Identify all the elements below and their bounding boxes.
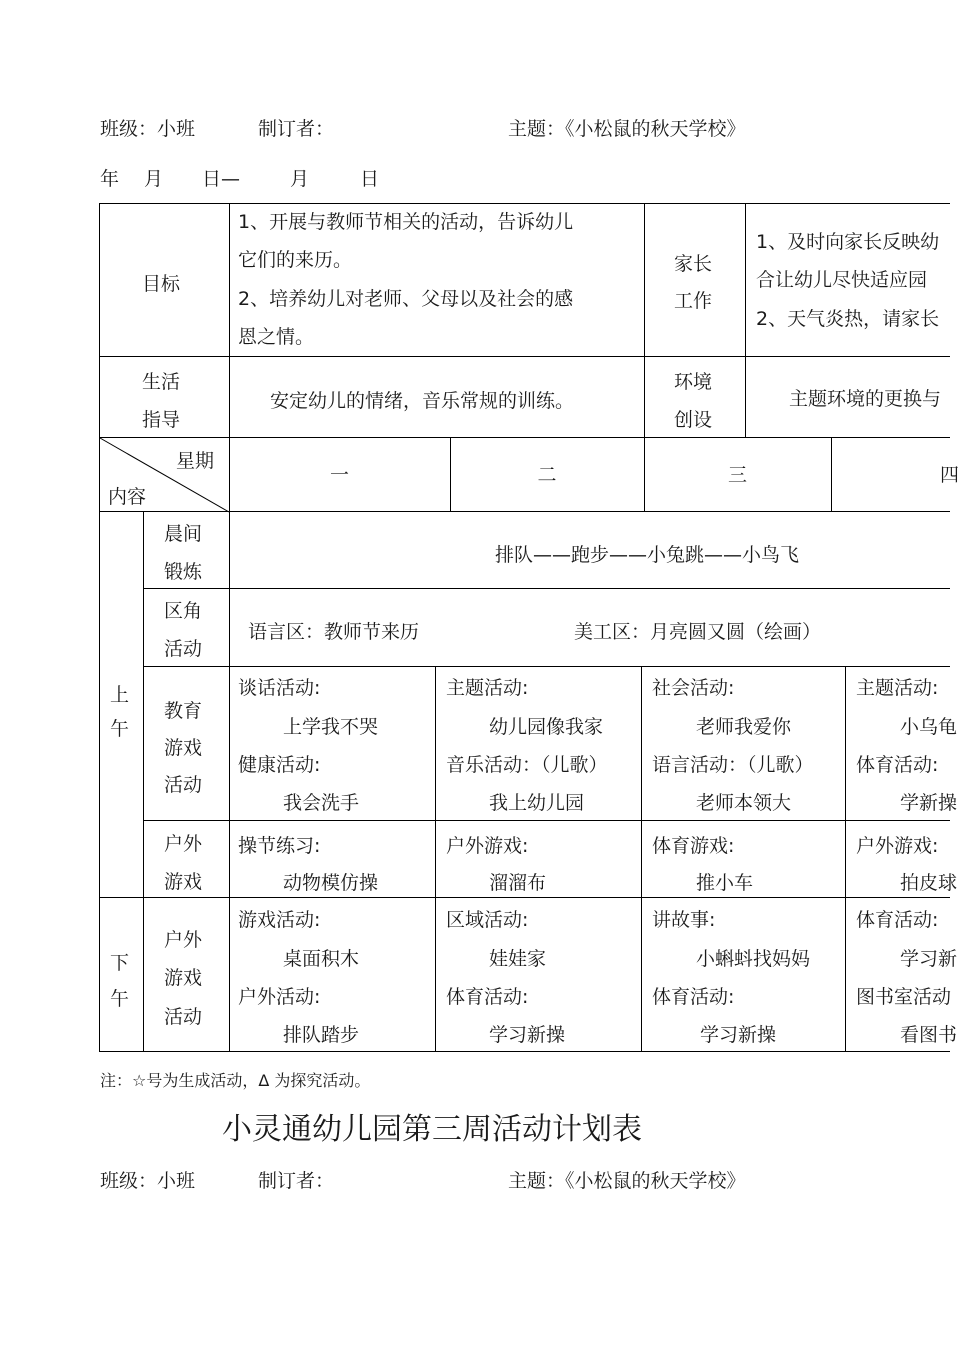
edu-tue-2: 幼儿园像我家 bbox=[489, 716, 604, 738]
pm-label-1: 下 bbox=[110, 952, 130, 974]
theme-label: 主题：《小松鼠的秋天学校》 bbox=[508, 118, 746, 140]
outdoor-thu-2: 拍皮球 bbox=[900, 872, 958, 894]
pm-mon-1: 游戏活动: bbox=[238, 909, 321, 931]
outdoor-mon-1: 操节练习: bbox=[238, 835, 321, 857]
pm-tue-3: 体育活动: bbox=[446, 986, 529, 1008]
edu-mon-2: 上学我不哭 bbox=[283, 716, 379, 738]
pm-label-2: 午 bbox=[110, 988, 130, 1010]
goal-line-1: 1、开展与教师节相关的活动，告诉幼儿 bbox=[238, 211, 574, 233]
outdoor-tue-1: 户外游戏: bbox=[446, 835, 529, 857]
pm-mon-3: 户外活动: bbox=[238, 986, 321, 1008]
outdoor-label-1: 户外 bbox=[164, 833, 203, 855]
corner-weekday: 星期 bbox=[176, 450, 215, 472]
morning-label-2: 锻炼 bbox=[164, 561, 203, 583]
goal-label: 目标 bbox=[142, 273, 181, 295]
am-label-1: 上 bbox=[110, 684, 130, 706]
pm-activity-label-3: 活动 bbox=[164, 1006, 203, 1028]
edu-thu-1: 主题活动: bbox=[856, 677, 939, 699]
pm-activity-label-2: 游戏 bbox=[164, 967, 203, 989]
area-label-2: 活动 bbox=[164, 638, 203, 660]
edu-wed-2: 老师我爱你 bbox=[696, 716, 792, 738]
edu-tue-1: 主题活动: bbox=[446, 677, 529, 699]
goal-line-3: 2、培养幼儿对老师、父母以及社会的感 bbox=[238, 288, 574, 310]
pm-wed-4: 学习新操 bbox=[700, 1024, 777, 1046]
area-language: 语言区：教师节来历 bbox=[248, 621, 420, 643]
pm-wed-1: 讲故事: bbox=[652, 909, 716, 931]
edu-tue-4: 我上幼儿园 bbox=[489, 792, 585, 814]
date-day-end: 日 bbox=[360, 168, 380, 190]
pm-tue-4: 学习新操 bbox=[489, 1024, 566, 1046]
goal-line-4: 恩之情。 bbox=[238, 326, 315, 348]
edu-thu-3: 体育活动: bbox=[856, 754, 939, 776]
date-day: 日— bbox=[202, 168, 241, 190]
pm-thu-2: 学习新 bbox=[900, 948, 958, 970]
life-text: 安定幼儿的情绪，音乐常规的训练。 bbox=[270, 390, 575, 412]
parent-label-2: 工作 bbox=[674, 290, 713, 312]
parent-line-1: 1、及时向家长反映幼 bbox=[756, 231, 940, 253]
edu-thu-4: 学新操 bbox=[900, 792, 958, 814]
pm-mon-2: 桌面积木 bbox=[283, 948, 360, 970]
parent-label-1: 家长 bbox=[674, 253, 713, 275]
maker-label: 制订者： bbox=[258, 118, 335, 140]
edu-wed-4: 老师本领大 bbox=[696, 792, 792, 814]
outdoor-label-2: 游戏 bbox=[164, 871, 203, 893]
parent-line-2: 合让幼儿尽快适应园 bbox=[756, 269, 928, 291]
goal-line-2: 它们的来历。 bbox=[238, 249, 353, 271]
pm-wed-3: 体育活动: bbox=[652, 986, 735, 1008]
env-label-2: 创设 bbox=[674, 409, 713, 431]
pm-activity-label-1: 户外 bbox=[164, 929, 203, 951]
life-label-1: 生活 bbox=[142, 371, 181, 393]
edu-label-1: 教育 bbox=[164, 700, 203, 722]
edu-label-2: 游戏 bbox=[164, 737, 203, 759]
page-title: 小灵通幼儿园第三周活动计划表 bbox=[222, 1112, 642, 1147]
env-text: 主题环境的更换与 bbox=[789, 388, 942, 410]
edu-mon-3: 健康活动: bbox=[238, 754, 321, 776]
outdoor-thu-1: 户外游戏: bbox=[856, 835, 939, 857]
maker-label-2: 制订者： bbox=[258, 1170, 335, 1192]
env-label-1: 环境 bbox=[674, 371, 713, 393]
pm-thu-1: 体育活动: bbox=[856, 909, 939, 931]
parent-line-3: 2、天气炎热，请家长 bbox=[756, 308, 940, 330]
pm-thu-4: 看图书 bbox=[900, 1024, 958, 1046]
am-label-2: 午 bbox=[110, 718, 130, 740]
edu-wed-3: 语言活动：（儿歌） bbox=[652, 754, 814, 776]
pm-tue-2: 娃娃家 bbox=[489, 948, 547, 970]
day-tue: 二 bbox=[537, 464, 557, 486]
corner-content: 内容 bbox=[108, 486, 147, 508]
outdoor-wed-1: 体育游戏: bbox=[652, 835, 735, 857]
area-art: 美工区：月亮圆又圆（绘画） bbox=[574, 621, 822, 643]
edu-label-3: 活动 bbox=[164, 774, 203, 796]
day-thu: 四 bbox=[940, 464, 959, 486]
table-note: 注：☆号为生成活动，Δ 为探究活动。 bbox=[100, 1071, 371, 1090]
theme-label-2: 主题：《小松鼠的秋天学校》 bbox=[508, 1170, 746, 1192]
edu-mon-1: 谈话活动: bbox=[238, 677, 321, 699]
morning-label-1: 晨间 bbox=[164, 523, 203, 545]
morning-text: 排队——跑步——小兔跳——小鸟飞 bbox=[495, 544, 800, 566]
day-wed: 三 bbox=[727, 464, 747, 486]
edu-wed-1: 社会活动: bbox=[652, 677, 735, 699]
outdoor-wed-2: 推小车 bbox=[696, 872, 754, 894]
outdoor-tue-2: 溜溜布 bbox=[489, 872, 547, 894]
edu-mon-4: 我会洗手 bbox=[283, 792, 360, 814]
day-mon: 一 bbox=[329, 464, 349, 486]
pm-mon-4: 排队踏步 bbox=[283, 1024, 360, 1046]
class-label: 班级：小班 bbox=[100, 118, 196, 140]
life-label-2: 指导 bbox=[142, 409, 181, 431]
edu-thu-2: 小乌龟 bbox=[900, 716, 958, 738]
edu-tue-3: 音乐活动：（儿歌） bbox=[446, 754, 608, 776]
date-month: 月 bbox=[144, 168, 164, 190]
pm-wed-2: 小蝌蚪找妈妈 bbox=[696, 948, 811, 970]
date-month-end: 月 bbox=[290, 168, 310, 190]
date-year: 年 bbox=[100, 168, 120, 190]
area-label-1: 区角 bbox=[164, 600, 203, 622]
outdoor-mon-2: 动物模仿操 bbox=[283, 872, 379, 894]
class-label-2: 班级：小班 bbox=[100, 1170, 196, 1192]
pm-thu-3: 图书室活动 bbox=[856, 986, 952, 1008]
pm-tue-1: 区域活动: bbox=[446, 909, 529, 931]
